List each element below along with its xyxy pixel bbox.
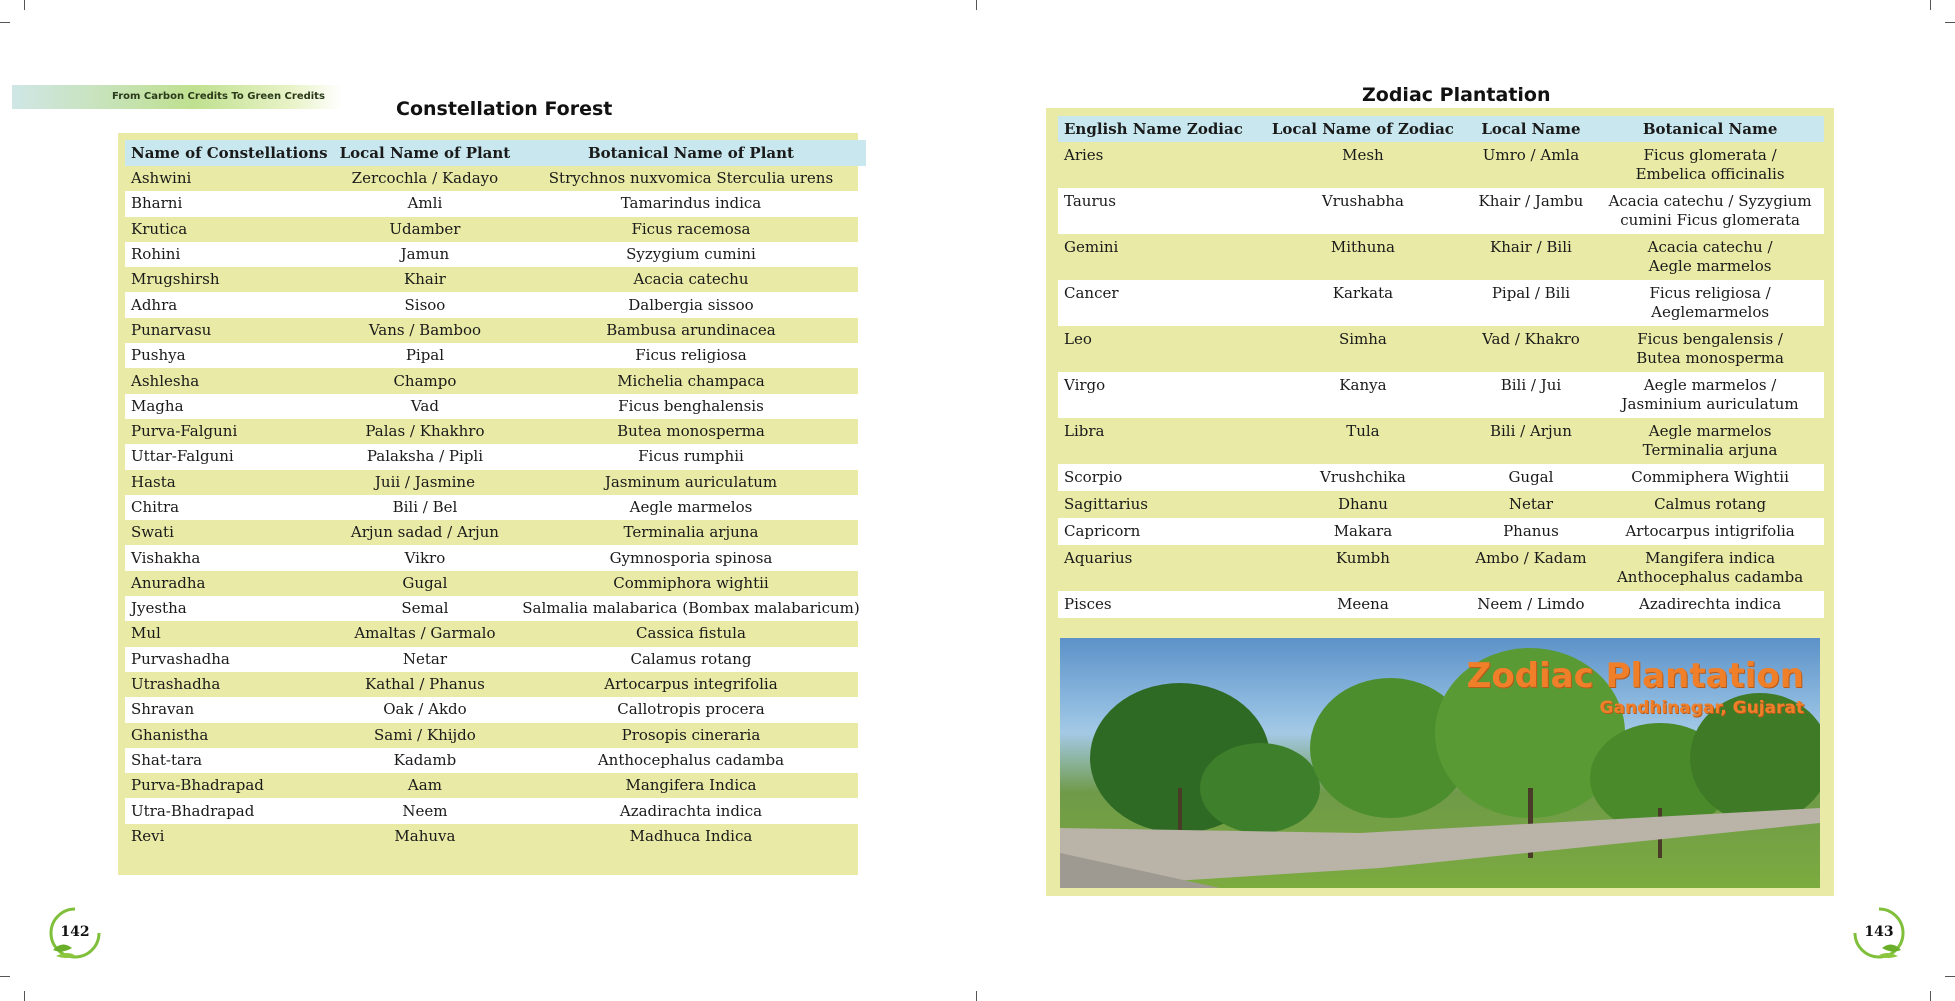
table-cell: Salmalia malabarica (Bombax malabaricum) <box>516 596 865 621</box>
table-cell: Vrushabha <box>1260 188 1466 234</box>
table-cell: Rohini <box>125 242 334 267</box>
table-cell <box>1596 518 1824 545</box>
table-cell: Bharni <box>125 191 334 216</box>
crop-mark <box>1945 976 1955 977</box>
table-cell: Ficus rumphii <box>516 444 865 469</box>
table-cell: Gugal <box>402 573 448 592</box>
botanical-line: Aegle marmelos <box>1648 257 1772 276</box>
column-header: Botanical Name <box>1596 116 1824 142</box>
table-cell: Phanus <box>1466 518 1596 545</box>
table-cell: Taurus <box>1058 188 1260 234</box>
table-cell: Sisoo <box>334 292 517 317</box>
table-cell: Strychnos nuxvomica Sterculia urens <box>548 169 834 188</box>
table-cell: Simha <box>1338 330 1387 348</box>
table-row <box>125 394 866 419</box>
table-row <box>1058 326 1824 372</box>
table-row <box>1058 418 1824 464</box>
table-cell: Utra-Bhadrapad <box>125 798 334 823</box>
table-cell: Anuradha <box>131 573 206 592</box>
table-cell <box>1596 280 1824 326</box>
botanical-line: Embelica officinalis <box>1635 165 1785 184</box>
table-cell: Michelia champaca <box>617 371 765 390</box>
table-row <box>125 242 866 267</box>
table-row <box>125 773 866 798</box>
table-cell: Jasminum auriculatum <box>604 472 778 491</box>
table-cell: Zercochla / Kadayo <box>351 169 499 188</box>
table-row <box>125 723 866 748</box>
botanical-line: Anthocephalus cadamba <box>1616 568 1804 587</box>
table-cell: Bambusa arundinacea <box>606 320 776 339</box>
table-cell: Dalbergia sissoo <box>516 292 865 317</box>
botanical-line: Aeglemarmelos <box>1651 303 1770 322</box>
botanical-line: Aegle marmelos / <box>1643 376 1777 394</box>
header-banner-text: From Carbon Credits To Green Credits <box>112 91 325 102</box>
table-row <box>125 824 866 849</box>
table-cell: Prosopis cineraria <box>621 725 761 744</box>
table-cell <box>1596 372 1824 418</box>
table-header-row <box>1058 116 1824 142</box>
table-row <box>125 444 866 469</box>
table-cell: Neem <box>334 798 517 823</box>
crop-mark <box>1945 22 1955 23</box>
table-cell: Mrugshirsh <box>131 270 220 289</box>
table-row <box>125 647 866 672</box>
table-row <box>125 495 866 520</box>
table-cell: Makara <box>1260 518 1466 545</box>
table-cell: Calamus rotang <box>516 647 865 672</box>
table-cell: Meena <box>1260 591 1466 618</box>
table-cell: Krutica <box>131 219 188 238</box>
table-cell: Libra <box>1064 422 1105 440</box>
zodiac-table <box>1058 116 1824 618</box>
table-cell: Kanya <box>1260 372 1466 418</box>
table-cell: Cancer <box>1058 280 1260 326</box>
table-row <box>125 318 866 343</box>
table-cell: Oak / Akdo <box>334 697 517 722</box>
botanical-line: Ficus glomerata / <box>1643 146 1777 164</box>
column-header: Name of Constellations <box>125 140 334 166</box>
constellation-table <box>125 140 866 849</box>
table-cell: Palas / Khakhro <box>365 422 485 441</box>
table-cell: Ashlesha <box>131 371 200 390</box>
column-header: Local Name of Zodiac <box>1260 116 1466 142</box>
botanical-line: Commiphera Wightii <box>1631 468 1789 486</box>
table-cell: Netar <box>334 647 517 672</box>
table-cell: Mahuva <box>394 826 456 845</box>
table-cell: Pipal / Bili <box>1466 280 1596 326</box>
table-row <box>125 596 866 621</box>
table-cell <box>1596 142 1824 188</box>
column-header: Local Name of Plant <box>334 140 517 166</box>
table-cell <box>1596 234 1824 280</box>
table-cell: Ficus religiosa <box>516 343 865 368</box>
table-cell: Hasta <box>131 472 176 491</box>
table-cell: Mangifera Indica <box>625 776 757 795</box>
table-cell: Purvashadha <box>125 647 334 672</box>
table-cell: Revi <box>131 826 165 845</box>
table-row <box>1058 545 1824 591</box>
table-row <box>125 267 866 292</box>
table-cell: Punarvasu <box>131 320 212 339</box>
table-cell: Dhanu <box>1337 495 1388 513</box>
table-cell: Mul <box>131 624 161 643</box>
table-cell: Capricorn <box>1058 518 1260 545</box>
table-header-row <box>125 140 866 166</box>
table-cell: Magha <box>125 394 334 419</box>
table-cell: Ficus benghalensis <box>516 394 865 419</box>
table-cell: Khair / Bili <box>1490 238 1572 256</box>
table-row <box>1058 591 1824 618</box>
table-row <box>1058 372 1824 418</box>
table-row <box>125 343 866 368</box>
table-cell <box>1596 591 1824 618</box>
table-cell: Gugal <box>1466 464 1596 491</box>
table-cell: Khair <box>404 270 446 289</box>
botanical-line: cumini Ficus glomerata <box>1620 211 1800 230</box>
table-cell: Terminalia arjuna <box>623 523 759 542</box>
table-cell: Scorpio <box>1058 464 1260 491</box>
table-cell: Aegle marmelos <box>516 495 865 520</box>
table-row <box>1058 518 1824 545</box>
table-cell: Aries <box>1064 146 1104 164</box>
table-cell: Leo <box>1064 330 1092 348</box>
table-cell: Artocarpus integrifolia <box>604 675 778 694</box>
table-cell: Shravan <box>125 697 334 722</box>
table-cell: Kathal / Phanus <box>364 675 485 694</box>
table-cell: Arjun sadad / Arjun <box>350 523 499 542</box>
constellation-table-panel <box>118 133 858 875</box>
table-cell: Adhra <box>125 292 334 317</box>
table-cell: Gemini <box>1064 238 1119 256</box>
table-cell: Pushya <box>125 343 334 368</box>
table-cell: Virgo <box>1058 372 1260 418</box>
table-cell: Ficus racemosa <box>631 219 751 238</box>
crop-mark <box>1930 0 1931 10</box>
column-header: Local Name <box>1466 116 1596 142</box>
table-cell: Vad / Khakro <box>1482 330 1580 348</box>
table-cell: Champo <box>393 371 457 390</box>
table-cell: Khair / Jambu <box>1466 188 1596 234</box>
table-cell: Madhuca Indica <box>629 826 753 845</box>
botanical-line: Butea monosperma <box>1636 349 1784 368</box>
table-cell: Vrushchika <box>1260 464 1466 491</box>
table-row <box>125 166 866 191</box>
header-banner <box>12 85 342 109</box>
botanical-line: Aegle marmelos <box>1648 422 1772 440</box>
table-cell: Ashwini <box>131 169 192 188</box>
zodiac-plantation-photo <box>1060 638 1820 888</box>
crop-mark <box>0 976 10 977</box>
table-cell: Vad <box>334 394 517 419</box>
zodiac-title: Zodiac Plantation <box>1362 84 1551 106</box>
table-row <box>125 217 866 242</box>
table-cell: Tula <box>1346 422 1380 440</box>
table-cell: Neem / Limdo <box>1466 591 1596 618</box>
table-cell <box>1596 188 1824 234</box>
table-cell: Bili / Arjun <box>1489 422 1572 440</box>
table-cell: Callotropis procera <box>516 697 865 722</box>
botanical-line: Azadirechta indica <box>1639 595 1782 613</box>
table-cell: Amaltas / Garmalo <box>354 624 496 643</box>
table-cell: Uttar-Falguni <box>125 444 334 469</box>
table-cell: Bili / Jui <box>1466 372 1596 418</box>
crop-mark <box>1930 991 1931 1001</box>
table-row <box>125 571 866 596</box>
table-cell: Aquarius <box>1064 549 1133 567</box>
table-row <box>125 292 866 317</box>
table-cell: Semal <box>334 596 517 621</box>
table-row <box>1058 280 1824 326</box>
table-row <box>1058 188 1824 234</box>
table-cell: Mesh <box>1342 146 1384 164</box>
table-cell: Ghanistha <box>131 725 209 744</box>
botanical-line: Artocarpus intigrifolia <box>1625 522 1795 540</box>
table-cell: Purva-Bhadrapad <box>131 776 264 795</box>
table-cell: Ambo / Kadam <box>1475 549 1587 567</box>
table-cell: Azadirachta indica <box>516 798 865 823</box>
table-cell <box>1596 545 1824 591</box>
table-cell: Shat-tara <box>125 748 334 773</box>
botanical-line: Calmus rotang <box>1654 495 1767 513</box>
table-cell: Gymnosporia spinosa <box>516 545 865 570</box>
table-cell: Pipal <box>334 343 517 368</box>
table-cell: Palaksha / Pipli <box>334 444 517 469</box>
table-cell: Swati <box>131 523 174 542</box>
table-cell: Netar <box>1508 495 1554 513</box>
table-row <box>125 672 866 697</box>
table-cell <box>1596 464 1824 491</box>
table-cell: Vikro <box>334 545 517 570</box>
table-cell: Mithuna <box>1330 238 1395 256</box>
botanical-line: Terminalia arjuna <box>1642 441 1778 460</box>
table-cell: Kumbh <box>1335 549 1390 567</box>
table-cell: Sami / Khijdo <box>374 725 476 744</box>
table-cell: Kadamb <box>334 748 517 773</box>
page-number-right <box>1852 906 1906 960</box>
botanical-line: Acacia catechu / <box>1647 238 1773 256</box>
table-cell: Commiphora wightii <box>613 573 769 592</box>
photo-title: Zodiac Plantation <box>1466 656 1804 696</box>
table-cell: Acacia catechu <box>633 270 749 289</box>
table-row <box>125 798 866 823</box>
page-number-text: 142 <box>60 924 90 940</box>
table-cell: Cassica fistula <box>636 624 746 643</box>
crop-mark <box>0 22 10 23</box>
table-row <box>125 621 866 646</box>
constellation-title: Constellation Forest <box>396 98 613 120</box>
crop-mark <box>976 0 977 10</box>
table-cell: Karkata <box>1260 280 1466 326</box>
table-row <box>1058 491 1824 518</box>
table-cell: Anthocephalus cadamba <box>516 748 865 773</box>
table-row <box>125 368 866 393</box>
table-cell: Udamber <box>389 219 461 238</box>
table-cell: Juii / Jasmine <box>374 472 475 491</box>
photo-subtitle: Gandhinagar, Gujarat <box>1599 698 1804 718</box>
table-cell <box>1596 326 1824 372</box>
table-row <box>125 520 866 545</box>
column-header: Botanical Name of Plant <box>516 140 865 166</box>
botanical-line: Ficus bengalensis / <box>1637 330 1783 348</box>
table-cell: Amli <box>334 191 517 216</box>
botanical-line: Mangifera indica <box>1645 549 1776 567</box>
crop-mark <box>24 0 25 10</box>
table-row <box>125 191 866 216</box>
crop-mark <box>976 991 977 1001</box>
table-cell: Sagittarius <box>1064 495 1148 513</box>
table-cell: Chitra <box>125 495 334 520</box>
table-cell <box>1596 491 1824 518</box>
table-cell: Bili / Bel <box>334 495 517 520</box>
table-row <box>125 697 866 722</box>
table-cell: Jamun <box>334 242 517 267</box>
table-cell: Butea monosperma <box>617 422 765 441</box>
table-cell: Vishakha <box>125 545 334 570</box>
table-row <box>1058 234 1824 280</box>
table-cell: Purva-Falguni <box>131 422 238 441</box>
table-row <box>125 470 866 495</box>
crop-mark <box>24 991 25 1001</box>
table-cell: Vans / Bamboo <box>368 320 482 339</box>
table-cell: Aam <box>407 776 442 795</box>
botanical-line: Ficus religiosa / <box>1649 284 1771 302</box>
table-row <box>1058 142 1824 188</box>
page-number-left <box>48 906 102 960</box>
table-row <box>125 545 866 570</box>
table-row <box>125 419 866 444</box>
table-cell: Umro / Amla <box>1482 146 1580 164</box>
table-cell: Jyestha <box>125 596 334 621</box>
table-row <box>125 748 866 773</box>
botanical-line: Jasminium auriculatum <box>1621 395 1799 414</box>
table-cell: Utrashadha <box>131 675 221 694</box>
table-cell: Tamarindus indica <box>516 191 865 216</box>
column-header: English Name Zodiac <box>1058 116 1260 142</box>
table-row <box>1058 464 1824 491</box>
botanical-line: Acacia catechu / Syzygium <box>1608 192 1812 210</box>
page-number-text: 143 <box>1864 924 1894 940</box>
table-cell: Syzygium cumini <box>516 242 865 267</box>
table-cell <box>1596 418 1824 464</box>
table-cell: Pisces <box>1058 591 1260 618</box>
